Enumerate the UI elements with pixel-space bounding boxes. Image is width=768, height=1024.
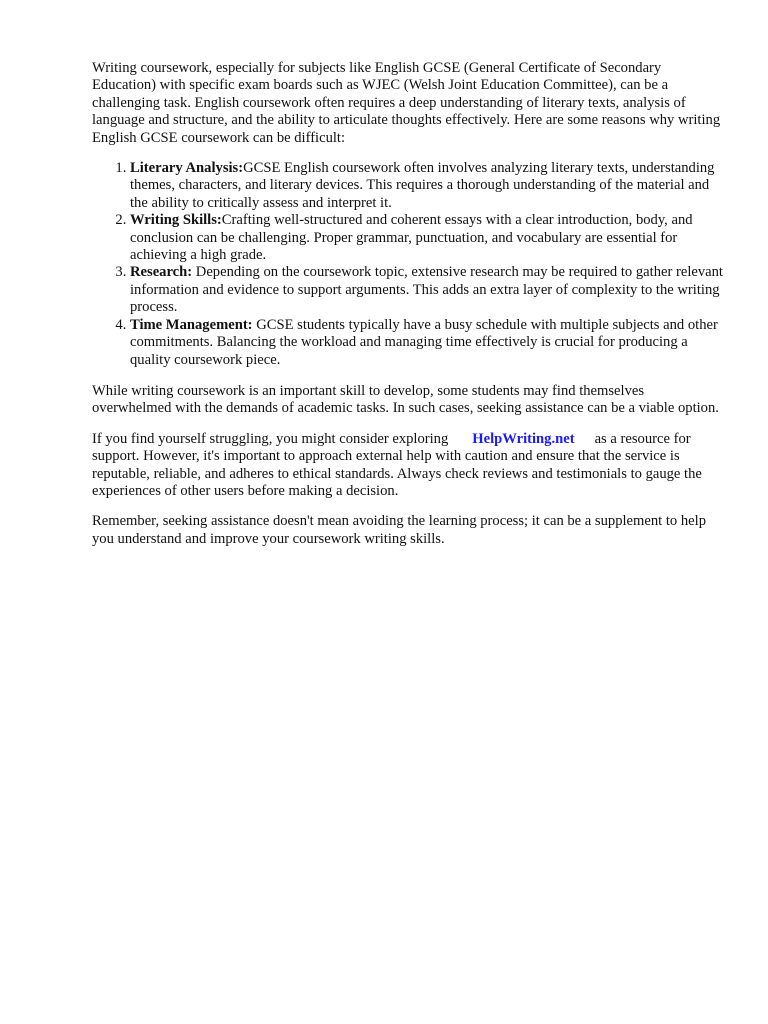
list-item	[130, 264, 724, 316]
assistance-paragraph: While writing coursework is an important skill to develop, some students may find themselves overwhelmed with the demands of academic tasks. In such cases, seeking assistance can be a viable option.	[92, 382, 719, 417]
list-item	[130, 317, 724, 369]
reason-term: Research:	[130, 264, 193, 281]
resource-text-after: as a resource for support. However, it's important to approach external help with caution and ensure that the service is reputable, reliable, and adheres to ethical standards. Always check reviews and testimonials to gauge the experiences of other users before making a decision.	[92, 430, 702, 499]
list-item	[130, 160, 724, 212]
reason-text: Crafting well-structured and coherent essays with a clear introduction, body, and conclusion can be challenging. Proper grammar, punctuation, and vocabulary are essential for achieving a high grade.	[130, 212, 693, 264]
helpwriting-link[interactable]: HelpWriting.net	[472, 430, 575, 447]
intro-paragraph: Writing coursework, especially for subjects like English GCSE (General Certificate of Secondary Education) with specific exam boards such as WJEC (Welsh Joint Education Committee), can be a challenging task. English coursework often requires a deep understanding of literary texts, analysis of language and structure, and the ability to articulate thoughts effectively. Here are some reasons why writing English GCSE coursework can be difficult:	[92, 60, 721, 146]
closing-paragraph: Remember, seeking assistance doesn't mean avoiding the learning process; it can be a supplement to help you understand and improve your coursework writing skills.	[92, 513, 706, 547]
resource-text-before: If you find yourself struggling, you might consider exploring	[92, 430, 449, 447]
document-page	[92, 60, 724, 561]
list-item	[130, 212, 724, 264]
reasons-list	[92, 160, 724, 369]
reason-term: Writing Skills:	[130, 212, 222, 229]
reason-term: Time Management:	[130, 316, 253, 333]
reason-text: GCSE English coursework often involves analyzing literary texts, understanding themes, characters, and literary devices. This requires a thorough understanding of the material and the ability to critically assess and interpret it.	[130, 160, 715, 211]
resource-paragraph	[92, 431, 724, 501]
reason-text: GCSE students typically have a busy schedule with multiple subjects and other commitments. Balancing the workload and managing time effectively is crucial for producing a quality coursework piece.	[130, 316, 718, 368]
reason-text: Depending on the coursework topic, extensive research may be required to gather relevant information and evidence to support arguments. This adds an extra layer of complexity to the writing process.	[130, 264, 723, 316]
reason-term: Literary Analysis:	[130, 160, 244, 177]
